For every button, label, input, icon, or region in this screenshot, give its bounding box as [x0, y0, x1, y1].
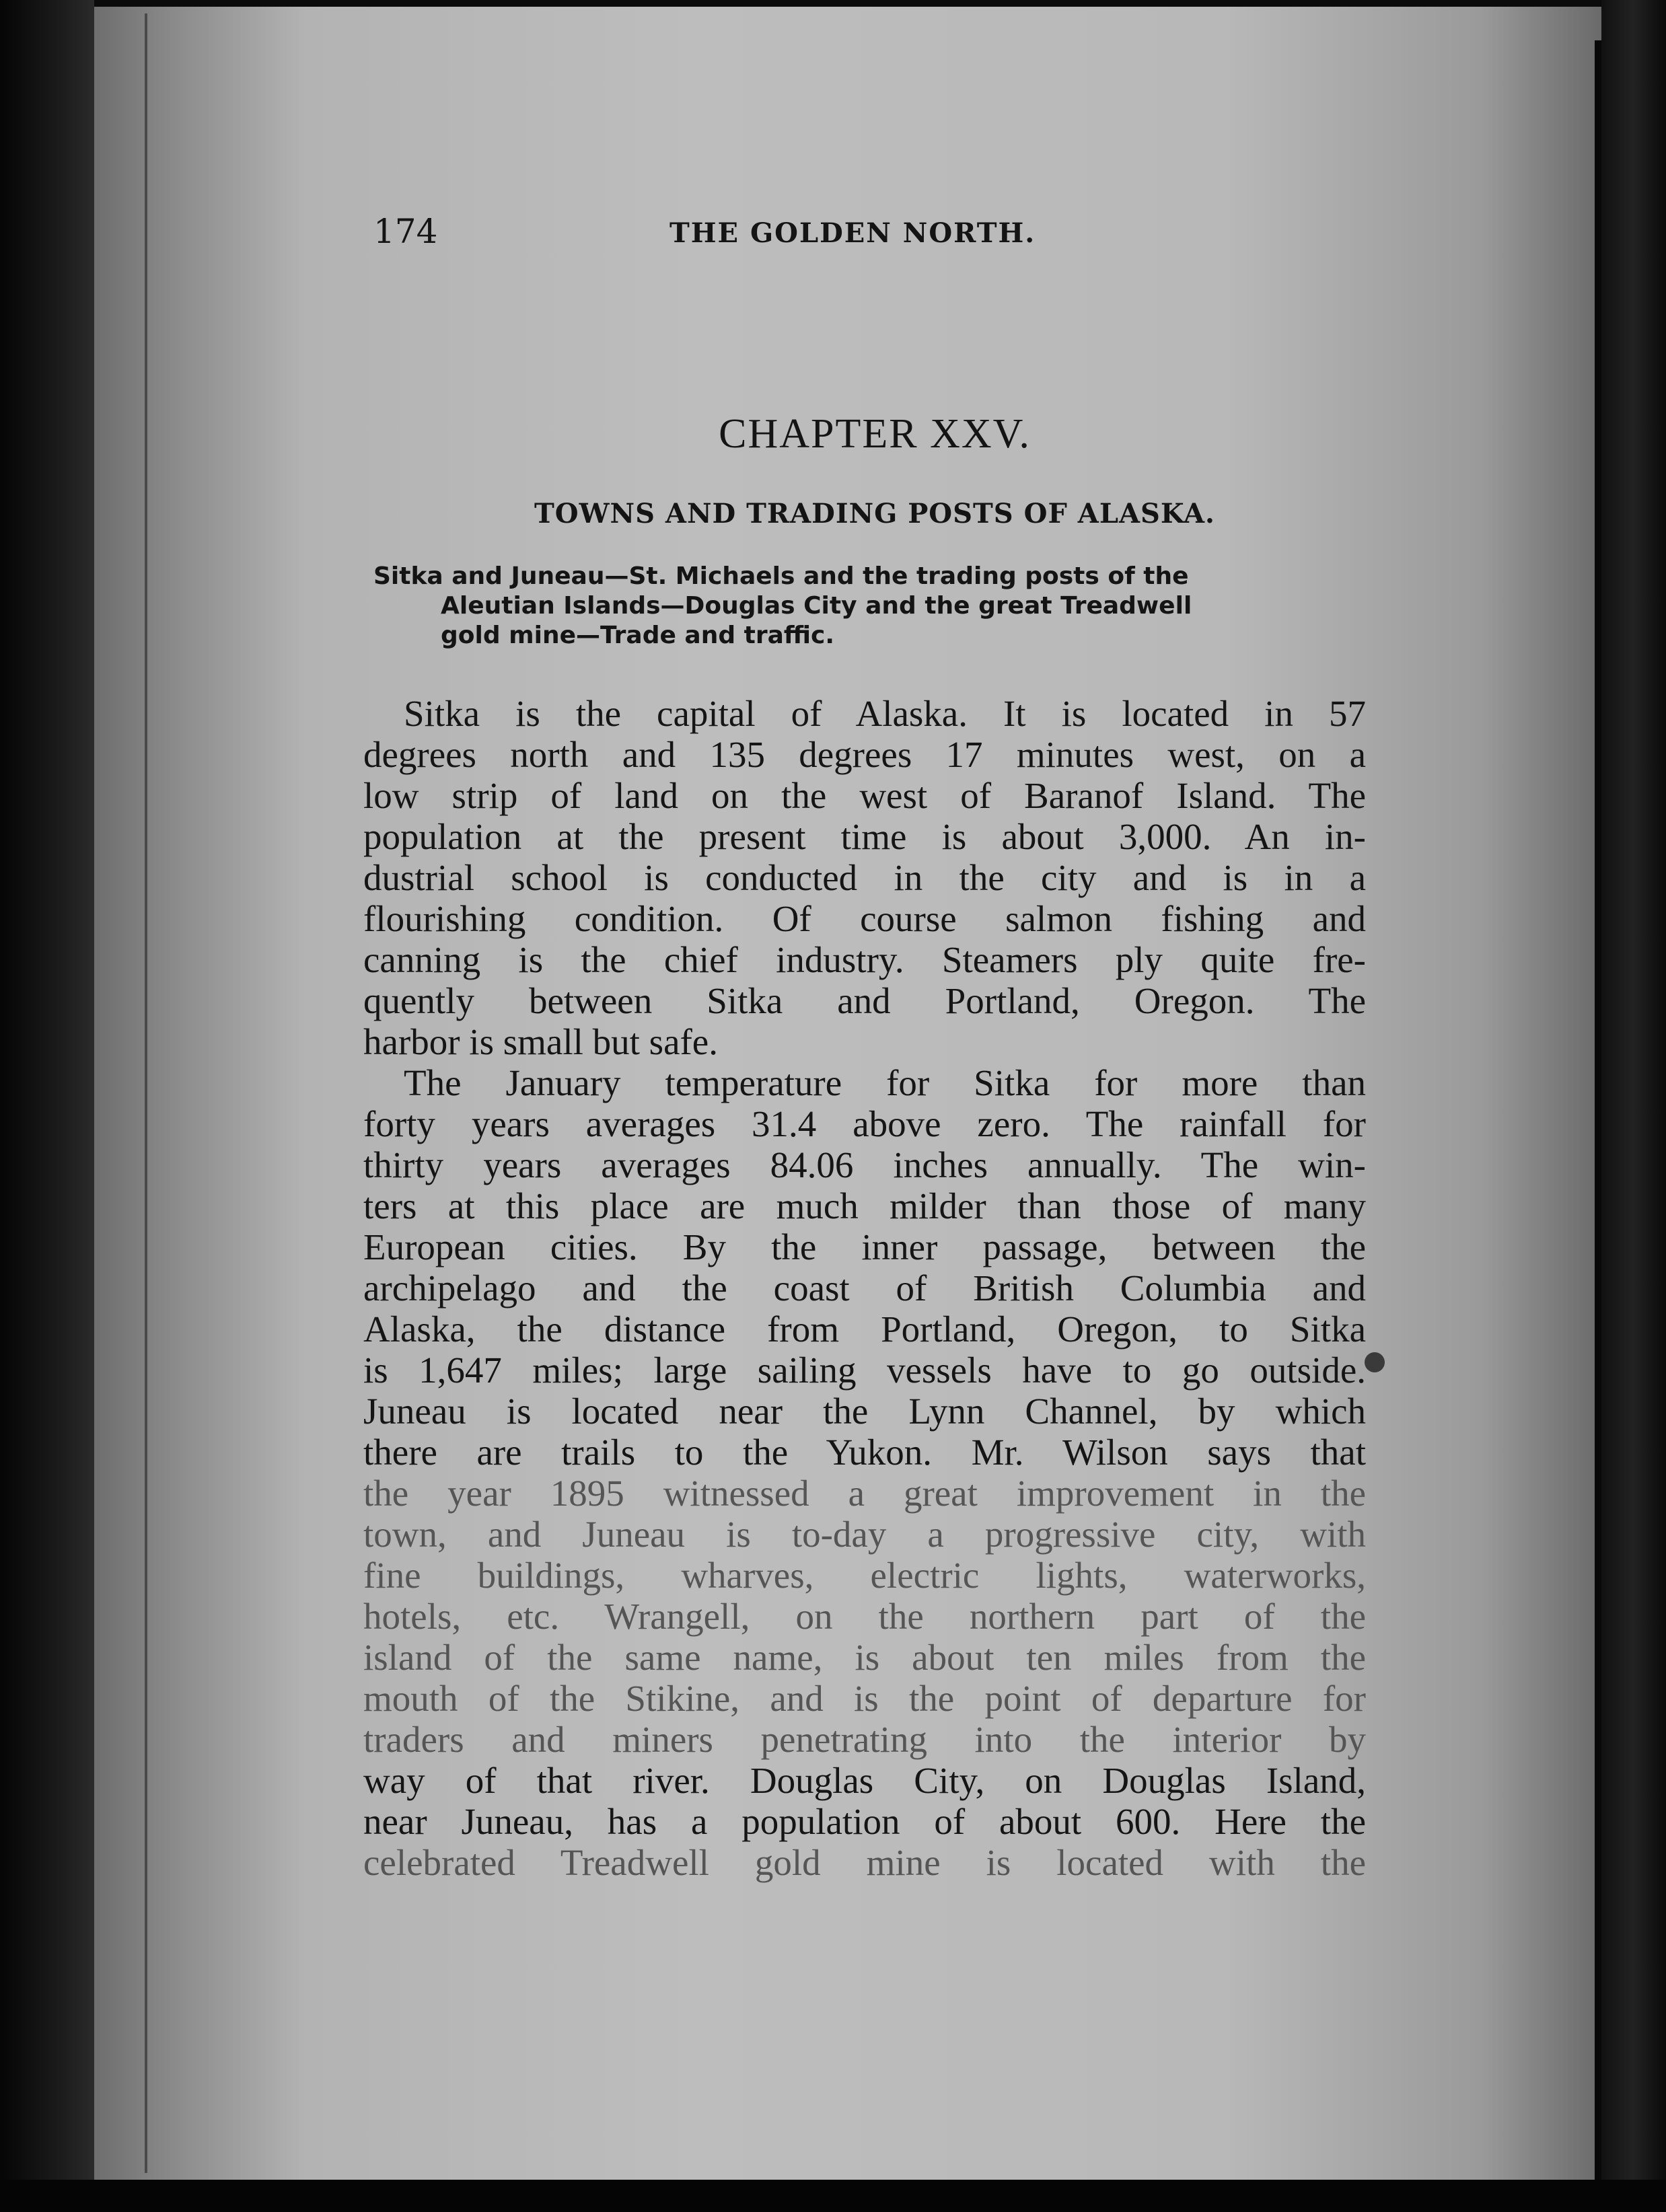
- text-line: traders and miners penetrating into the interior by: [363, 1719, 1366, 1760]
- text-line: The January temperature for Sitka for more than: [404, 1062, 1366, 1103]
- text-line: the year 1895 witnessed a great improvement in the: [363, 1473, 1366, 1514]
- chapter-title: CHAPTER XXV.: [719, 411, 1031, 457]
- text-line: forty years averages 31.4 above zero. The rainfall for: [363, 1103, 1366, 1144]
- text-line: quently between Sitka and Portland, Oregon. The: [363, 980, 1366, 1021]
- running-title: THE GOLDEN NORTH.: [669, 217, 1036, 249]
- paper-blemish: [1365, 1352, 1385, 1372]
- left-binding-shadow: [0, 0, 94, 2212]
- text-line: European cities. By the inner passage, between the: [363, 1226, 1366, 1267]
- text-line: Juneau is located near the Lynn Channel, by which: [363, 1391, 1366, 1432]
- text-line: there are trails to the Yukon. Mr. Wilson says that: [363, 1432, 1366, 1473]
- text-line: degrees north and 135 degrees 17 minutes west, on a: [363, 734, 1366, 775]
- text-line: celebrated Treadwell gold mine is located with the: [363, 1842, 1366, 1883]
- synopsis-line: gold mine—Trade and traffic.: [441, 622, 835, 649]
- text-line: town, and Juneau is to-day a progressive city, with: [363, 1514, 1366, 1555]
- text-line: near Juneau, has a population of about 600. Here the: [363, 1801, 1366, 1842]
- text-line: fine buildings, wharves, electric lights, waterworks,: [363, 1555, 1366, 1596]
- running-header: [373, 212, 1369, 259]
- text-line: Sitka is the capital of Alaska. It is located in 57: [404, 693, 1366, 734]
- text-line: dustrial school is conducted in the city and is in a: [363, 857, 1366, 898]
- text-line: way of that river. Douglas City, on Douglas Island,: [363, 1760, 1366, 1801]
- text-line: harbor is small but safe.: [363, 1021, 718, 1062]
- text-line: Alaska, the distance from Portland, Oregon, to Sitka: [363, 1308, 1366, 1350]
- text-line: island of the same name, is about ten miles from the: [363, 1637, 1366, 1678]
- page-number: 174: [373, 212, 438, 251]
- text-line: ters at this place are much milder than those of many: [363, 1185, 1366, 1226]
- text-line: flourishing condition. Of course salmon fishing and: [363, 898, 1366, 939]
- text-line: archipelago and the coast of British Columbia and: [363, 1267, 1366, 1308]
- chapter-subtitle: TOWNS AND TRADING POSTS OF ALASKA.: [534, 498, 1215, 529]
- text-line: low strip of land on the west of Baranof Island. The: [363, 775, 1366, 816]
- text-line: thirty years averages 84.06 inches annually. The win-: [363, 1144, 1366, 1185]
- right-scan-margin: [1601, 0, 1666, 2212]
- chapter-synopsis: [373, 562, 1366, 651]
- text-line: mouth of the Stikine, and is the point of departure for: [363, 1678, 1366, 1719]
- page-gutter-line: [145, 13, 147, 2173]
- right-page-edge: [1595, 40, 1601, 2193]
- synopsis-line: Sitka and Juneau—St. Michaels and the trading posts of the: [373, 562, 1189, 590]
- text-line: population at the present time is about 3,000. An in-: [363, 816, 1366, 857]
- bottom-scan-margin: [0, 2180, 1666, 2212]
- synopsis-line: Aleutian Islands—Douglas City and the great Treadwell: [441, 592, 1192, 620]
- text-line: is 1,647 miles; large sailing vessels have to go outside.: [363, 1350, 1366, 1391]
- text-line: canning is the chief industry. Steamers ply quite fre-: [363, 939, 1366, 980]
- text-line: hotels, etc. Wrangell, on the northern part of the: [363, 1596, 1366, 1637]
- body-text: [363, 693, 1366, 1883]
